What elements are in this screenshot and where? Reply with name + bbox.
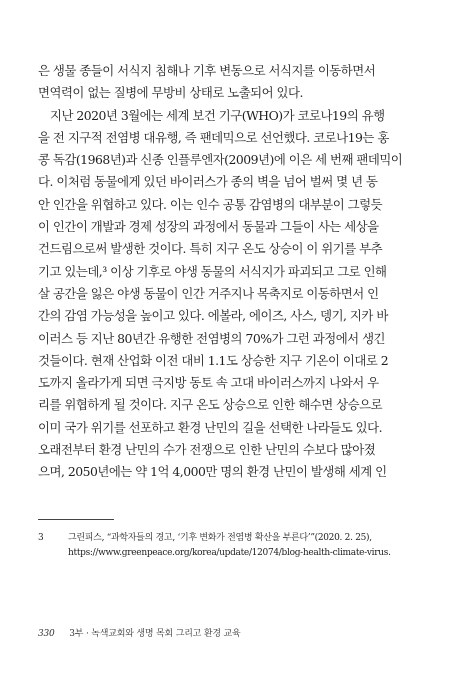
body-line: 간의 감염 가능성을 높이고 있다. 에볼라, 에이즈, 사스, 뎅기, 지카 바	[38, 308, 388, 324]
page-footer	[38, 626, 240, 639]
body-line: 다. 이처럼 동물에게 있던 바이러스가 종의 벽을 넘어 벌써 몇 년 동	[38, 174, 378, 190]
body-line: 면역력이 없는 질병에 무방비 상태로 노출되어 있다.	[38, 85, 303, 101]
body-text	[38, 60, 432, 484]
body-line: 을 전 지구적 전염병 대유행, 즉 팬데믹으로 선언했다. 코로나19는 홍	[38, 129, 389, 145]
body-line: 살 공간을 잃은 야생 동물이 인간 거주지나 목축지로 이동하면서 인	[38, 285, 379, 301]
body-line: 것들이다. 현재 산업화 이전 대비 1.1도 상승한 지구 기온이 이대로 2	[38, 352, 389, 368]
body-line: 이러스 등 지난 80년간 유행한 전염병의 70%가 그런 과정에서 생긴	[38, 330, 386, 346]
body-line: 안 인간을 위협하고 있다. 이는 인수 공통 감염병의 대부분이 그렇듯	[38, 196, 383, 212]
body-line: 이 인간이 개발과 경제 성장의 과정에서 동물과 그들이 사는 세상을	[38, 219, 379, 235]
running-title: 3부 · 녹색교회와 생명 목회 그리고 환경 교육	[69, 629, 241, 639]
body-line: 콩 독감(1968년)과 신종 인플루엔자(2009년)에 이은 세 번째 팬데믹이	[38, 152, 403, 168]
body-line: 이미 국가 위기를 선포하고 환경 난민의 길을 선택한 나라들도 있다.	[38, 419, 383, 435]
page-number: 330	[38, 629, 55, 639]
paragraph-start-line: 지난 2020년 3월에는 세계 보건 기구(WHO)가 코로나19의 유행	[50, 107, 385, 123]
body-line-with-footnote-ref: 기고 있는데,³ 이상 기후로 야생 동물의 서식지가 파괴되고 그로 인해	[38, 263, 387, 279]
body-line: 리를 위협하게 될 것이다. 지구 온도 상승으로 인한 해수면 상승으로	[38, 397, 383, 413]
body-line: 도까지 올라가게 되면 극지방 동토 속 고대 바이러스까지 나와서 우	[38, 375, 379, 391]
body-line: 은 생물 종들이 서식지 침해나 기후 변동으로 서식지를 이동하면서	[38, 63, 376, 78]
footnote-number: 3	[38, 533, 44, 543]
footnote-url: https://www.greenpeace.org/korea/update/12074/blog-health-climate-virus.	[68, 548, 391, 558]
body-line: 건드림으로써 발생한 것이다. 특히 지구 온도 상승이 이 위기를 부추	[38, 241, 383, 257]
footnote-divider	[38, 519, 114, 520]
body-line: 으며, 2050년에는 약 1억 4,000만 명의 환경 난민이 발생해 세계 인	[38, 464, 387, 480]
footnote-citation: 그린피스, “과학자들의 경고, ‘기후 변화가 전염병 확산을 부른다’”(2020. 2. 25),	[68, 533, 372, 543]
body-line: 오래전부터 환경 난민의 수가 전쟁으로 인한 난민의 수보다 많아졌	[38, 442, 376, 458]
footnote	[38, 531, 432, 561]
